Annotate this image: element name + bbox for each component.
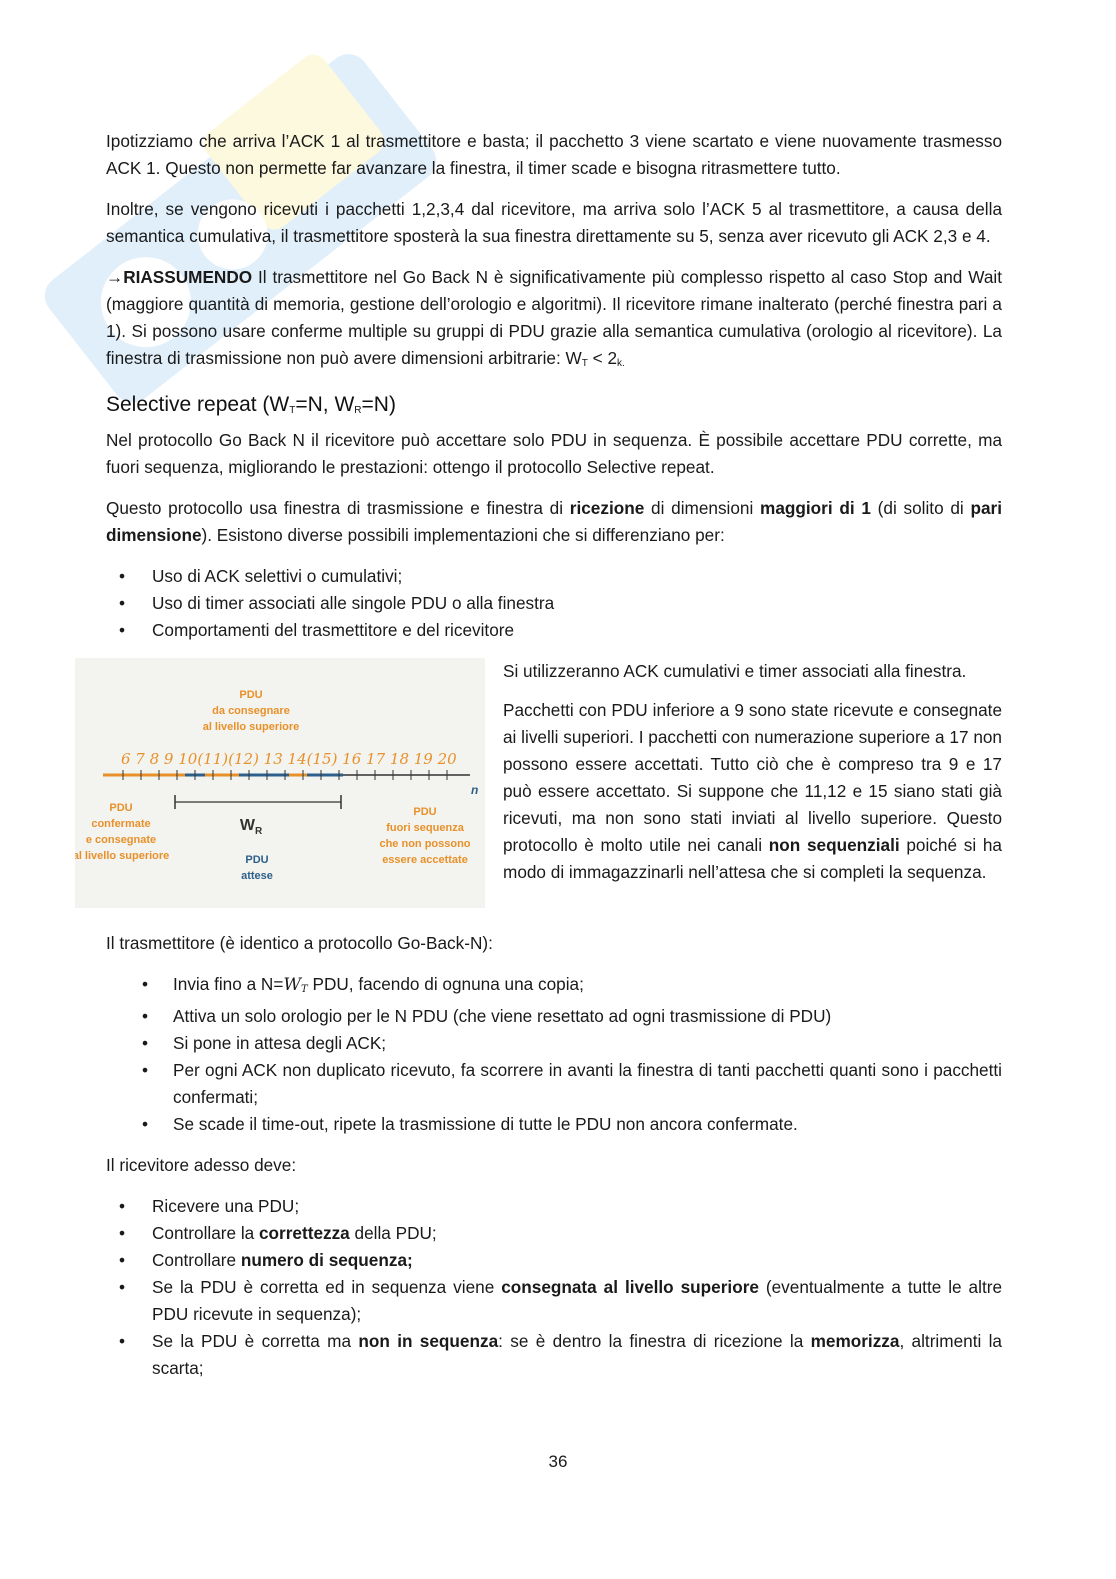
paragraph-cumulative-ack: Inoltre, se vengono ricevuti i pacchetti 1,2,3,4 dal ricevitore, ma arriva solo l’ACK 5 al trasmettitore, a causa della semantica cumulativa, il trasmettitore sposterà la sua finestra direttamente su 5, senza aver ricevuto gli ACK 2,3 e 4. (106, 199, 1002, 246)
label-top-1: PDU (239, 689, 263, 701)
list-item: • Invia fino a $N=W_T$ PDU, facendo di ognuna una copia; (106, 971, 1002, 1003)
label-awaited-1: PDU (245, 854, 269, 866)
label-left-2: confermate (91, 818, 151, 830)
axis-n-label: n (471, 783, 479, 797)
receiver-list (106, 1193, 1002, 1382)
label-top-2: da consegnare (212, 705, 290, 717)
list-item: • Attiva un solo orologio per le N PDU (che viene resettato ad ogni trasmissione di PDU) (106, 1003, 1002, 1030)
sequence-numbers: 6 7 8 9 10(11)(12) 13 14(15) 16 17 18 19 20 (121, 750, 457, 768)
label-left-4: al livello superiore (75, 850, 170, 862)
list-item: • Se la PDU è corretta ed in sequenza viene consegnata al livello superiore (eventualmente a tutte le altre PDU ricevute in sequenza); (106, 1274, 1002, 1328)
list-item: • Se la PDU è corretta ma non in sequenza: se è dentro la finestra di ricezione la memorizza, altrimenti la scarta; (106, 1328, 1002, 1382)
list-item: • Controllare numero di sequenza; (106, 1247, 1002, 1274)
window-label: $W_R$ (239, 817, 263, 837)
label-right-2: fuori sequenza (386, 822, 464, 834)
list-item: • Uso di ACK selettivi o cumulativi; (106, 563, 1002, 590)
list-item: • Comportamenti del trasmettitore e del ricevitore (106, 617, 1002, 644)
figure-side-text (503, 658, 1002, 898)
page-content (75, 128, 1003, 1396)
transmitter-list (106, 971, 1002, 1138)
label-right-3: che non possono (379, 838, 471, 850)
figure-row (75, 658, 1002, 920)
list-item: • Controllare la correttezza della PDU; (106, 1220, 1002, 1247)
list-item: • Uso di timer associati alle singole PDU o alla finestra (106, 590, 1002, 617)
receive-window-diagram (75, 658, 485, 908)
list-item: • Se scade il time-out, ripete la trasmissione di tutte le PDU non ancora confermate. (106, 1111, 1002, 1138)
label-top-3: al livello superiore (202, 721, 300, 733)
paragraph-intro: Nel protocollo Go Back N il ricevitore può accettare solo PDU in sequenza. È possibile accettare PDU corrette, ma fuori sequenza, migliorando le prestazioni: ottengo il protocollo Selective repeat. (106, 430, 1002, 477)
paragraph-transmitter: Il trasmettitore (è identico a protocollo Go-Back-N): (106, 933, 493, 953)
summary-lead: RIASSUMENDO (123, 267, 253, 287)
paragraph-cumulative-timers: Si utilizzeranno ACK cumulativi e timer associati alla finestra. (503, 661, 967, 681)
paragraph-summary: →RIASSUMENDO Il trasmettitore nel Go Back N è significativamente più complesso rispetto al caso Stop and Wait (maggiore quantità di memoria, gestione dell’orologio e algoritmi). Il ricevitore rimane inalterato (perché finestra pari a 1). Si possono usare conferme multiple su gruppi di PDU grazie alla semantica cumulativa (orologio al ricevitore). La finestra di trasmissione non può avere dimensioni arbitrarie: $W_T < 2_{k.}$ (106, 267, 1002, 369)
label-right-1: PDU (413, 806, 437, 818)
paragraph-window-explanation: Pacchetti con PDU inferiore a 9 sono state ricevute e consegnate ai livelli superiori. I pacchetti con numerazione superiore a 17 non possono essere accettati. Tutto ciò che è compreso tra 9 e 17 può essere accettato. Si suppone che 11,12 e 15 siano stati già ricevuti, ma non sono stati inviati al livello superiore. Questo protocollo è molto utile nei canali non sequenziali poiché si ha modo di immagazzinarli nell’attesa che si completi la sequenza. (503, 700, 1002, 882)
section-heading-selective-repeat: Selective repeat ($W_T=N$, $W_R=N$) (106, 393, 396, 416)
label-awaited-2: attese (241, 870, 273, 882)
implementations-list (106, 563, 1002, 644)
list-item: • Si pone in attesa degli ACK; (106, 1030, 1002, 1057)
paragraph-receiver: Il ricevitore adesso deve: (106, 1155, 297, 1175)
paragraph-ack1: Ipotizziamo che arriva l’ACK 1 al trasmettitore e basta; il pacchetto 3 viene scartato e viene nuovamente trasmesso ACK 1. Questo non permette far avanzare la finestra, il timer scade e bisogna ritrasmettere tutto. (106, 131, 1002, 178)
label-left-1: PDU (109, 802, 133, 814)
list-item: • Ricevere una PDU; (106, 1193, 1002, 1220)
receive-window-figure (75, 658, 485, 908)
page-number: 36 (548, 1452, 568, 1471)
label-right-4: essere accettate (382, 854, 468, 866)
label-left-3: e consegnate (85, 834, 157, 846)
paragraph-windows: Questo protocollo usa finestra di trasmissione e finestra di ricezione di dimensioni maggiori di 1 (di solito di pari dimensione). Esistono diverse possibili implementazioni che si differenziano per: (106, 498, 1003, 545)
list-item: • Per ogni ACK non duplicato ricevuto, fa scorrere in avanti la finestra di tanti pacchetti quanti sono i pacchetti confermati; (106, 1057, 1002, 1111)
